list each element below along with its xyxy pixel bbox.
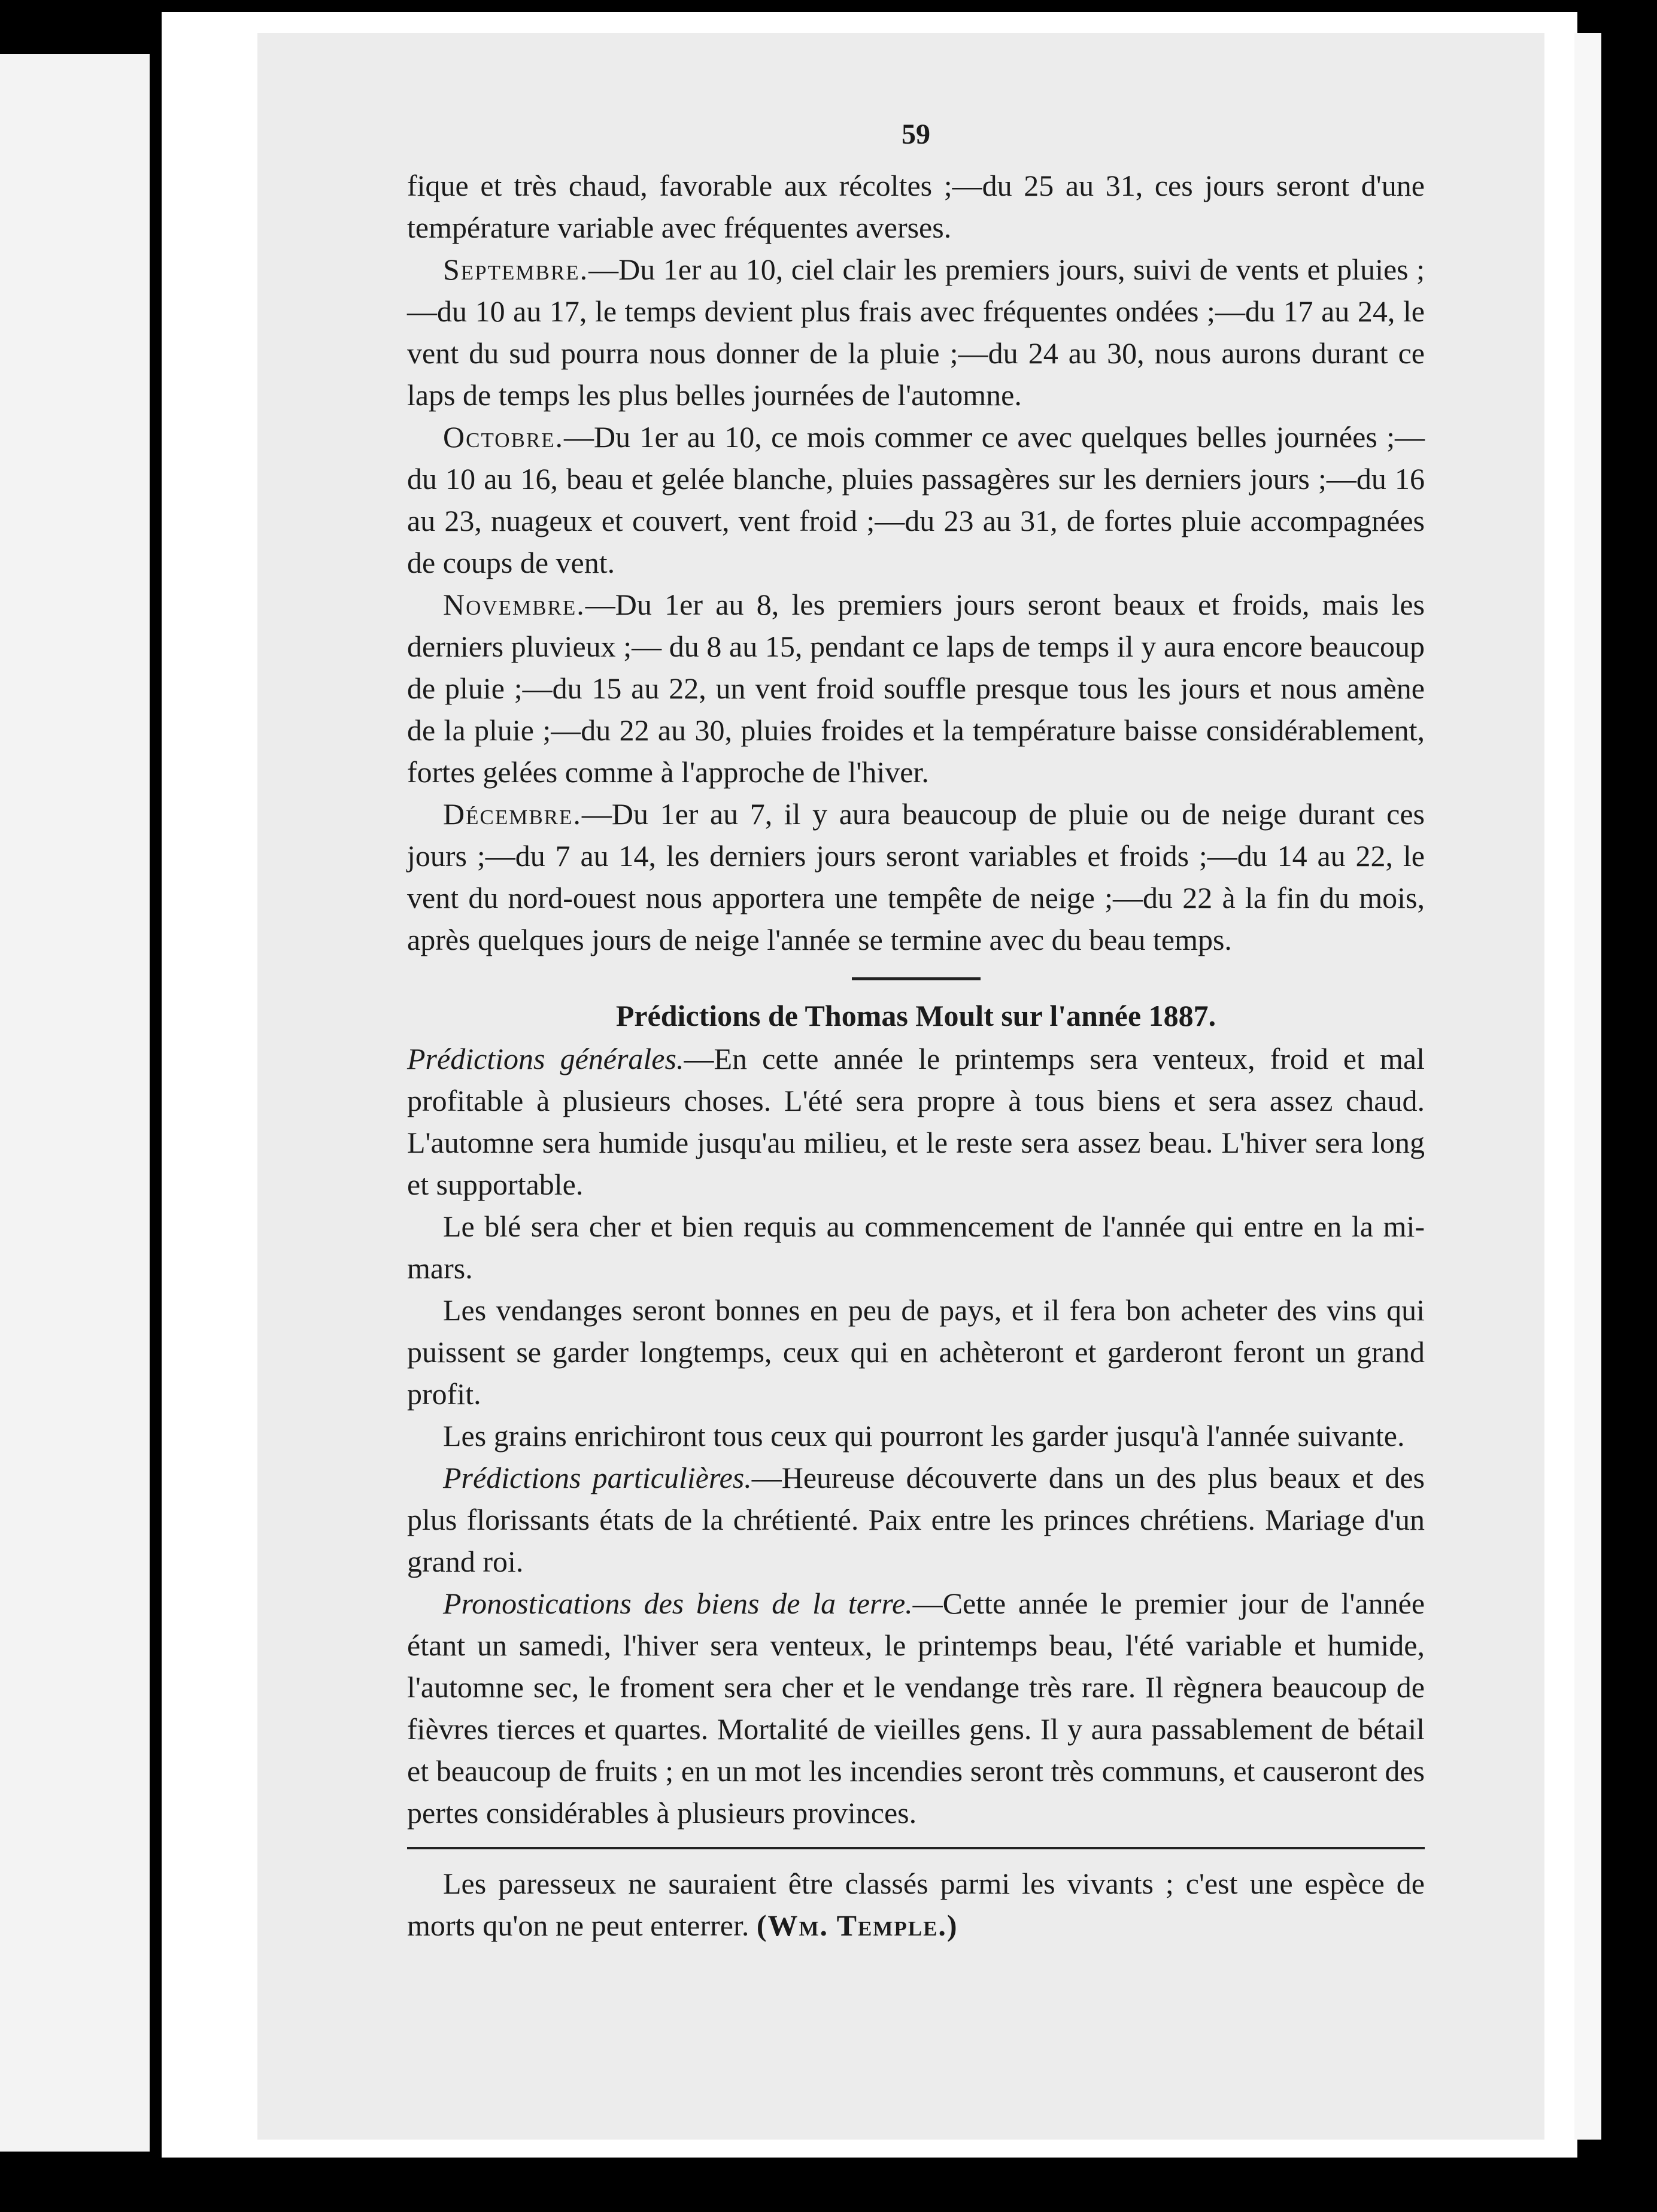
month-heading: Septembre. bbox=[443, 253, 589, 286]
month-heading: Décembre. bbox=[443, 797, 582, 831]
paragraph-text: —Heureuse découverte dans un des plus beaux et des plus florissants états de la chrétienté. Paix entre les princes chrétiens. Mariage d'un grand roi. bbox=[407, 1461, 1425, 1578]
paragraph-predictions-generales bbox=[407, 1038, 1425, 1205]
month-heading: Novembre. bbox=[443, 588, 585, 621]
paragraph-text: Les vendanges seront bonnes en peu de pays, et il fera bon acheter des vins qui puissent se garder longtemps, ceux qui en achèteront et garderont feront un grand profit. bbox=[407, 1293, 1425, 1411]
paragraph-predictions-particulieres bbox=[407, 1457, 1425, 1582]
facing-page-edge bbox=[0, 54, 150, 2152]
paragraph-text: —Cette année le premier jour de l'année étant un samedi, l'hiver sera venteux, le printemps beau, l'été variable et humide, l'automne sec, le froment sera cher et le vendange très rare. Il règnera beaucoup de fièvres tierces et quartes. Mortalité de vieilles gens. Il y aura passablement de bétail et beaucoup de fruits ; en un mot les incendies seront très communs, et causeront des pertes considérables à plusieurs provinces. bbox=[407, 1587, 1425, 1830]
paragraph-septembre bbox=[407, 248, 1425, 416]
paragraph-text: —Du 1er au 7, il y aura beaucoup de pluie ou de neige durant ces jours ;—du 7 au 14, les derniers jours seront variables et froids ;—du 14 au 22, le vent du nord-ouest nous apportera une tempête de neige ;—du 22 à la fin du mois, après quelques jours de neige l'année se termine avec du beau temps. bbox=[407, 797, 1425, 956]
paragraph-lead: Prédictions particulières. bbox=[443, 1461, 752, 1494]
paragraph-continuation bbox=[407, 165, 1425, 248]
paragraph-ble bbox=[407, 1205, 1425, 1289]
quote-divider bbox=[407, 1847, 1425, 1849]
page-text bbox=[407, 117, 1425, 1946]
section-title: Prédictions de Thomas Moult sur l'année 1887. bbox=[615, 999, 1216, 1032]
paragraph-pronostications bbox=[407, 1582, 1425, 1834]
paragraph-novembre bbox=[407, 584, 1425, 793]
paragraph-text: —En cette année le printemps sera venteux, froid et mal profitable à plusieurs choses. L'été sera propre à tous biens et sera assez chaud. L'automne sera humide jusqu'au milieu, et le reste sera assez beau. L'hiver sera long et supportable. bbox=[407, 1042, 1425, 1201]
paragraph-octobre bbox=[407, 416, 1425, 584]
closing-quote bbox=[407, 1862, 1425, 1946]
paragraph-decembre bbox=[407, 793, 1425, 961]
quote-source: (Wm. Temple.) bbox=[756, 1909, 958, 1942]
page-number: 59 bbox=[902, 118, 930, 150]
paragraph-grains bbox=[407, 1415, 1425, 1457]
paragraph-text: fique et très chaud, favorable aux récoltes ;—du 25 au 31, ces jours seront d'une température variable avec fréquentes averses. bbox=[407, 169, 1425, 244]
month-heading: Octobre. bbox=[443, 420, 565, 454]
paragraph-lead: Prédictions générales. bbox=[407, 1042, 684, 1075]
paragraph-text: —Du 1er au 10, ce mois commer ce avec quelques belles journées ;—du 10 au 16, beau et gelée blanche, pluies passagères sur les derniers jours ;—du 16 au 23, nuageux et couvert, vent froid ;—du 23 au 31, de fortes pluie accompagnées de coups de vent. bbox=[407, 420, 1425, 579]
paragraph-text: —Du 1er au 8, les premiers jours seront beaux et froids, mais les derniers pluvieux ;— du 8 au 15, pendant ce laps de temps il y aura encore beaucoup de pluie ;—du 15 au 22, un vent froid souffle presque tous les jours et nous amène de la pluie ;—du 22 au 30, pluies froides et la température baisse considérablement, fortes gelées comme à l'approche de l'hiver. bbox=[407, 588, 1425, 789]
paragraph-text: Le blé sera cher et bien requis au commencement de l'année qui entre en la mi-mars. bbox=[407, 1210, 1425, 1285]
paragraph-text: —Du 1er au 10, ciel clair les premiers jours, suivi de vents et pluies ;—du 10 au 17, le temps devient plus frais avec fréquentes ondées ;—du 17 au 24, le vent du sud pourra nous donner de la pluie ;—du 24 au 30, nous aurons durant ce laps de temps les plus belles journées de l'automne. bbox=[407, 253, 1425, 412]
paragraph-lead: Pronostications des biens de la terre. bbox=[443, 1587, 913, 1620]
section-divider bbox=[852, 977, 981, 980]
quote-text: Les paresseux ne sauraient être classés parmi les vivants ; c'est une espèce de morts qu'on ne peut enterrer. bbox=[407, 1867, 1425, 1942]
page-edge-right bbox=[1574, 33, 1601, 2140]
paragraph-vendanges bbox=[407, 1289, 1425, 1415]
paragraph-text: Les grains enrichiront tous ceux qui pourront les garder jusqu'à l'année suivante. bbox=[443, 1419, 1405, 1453]
